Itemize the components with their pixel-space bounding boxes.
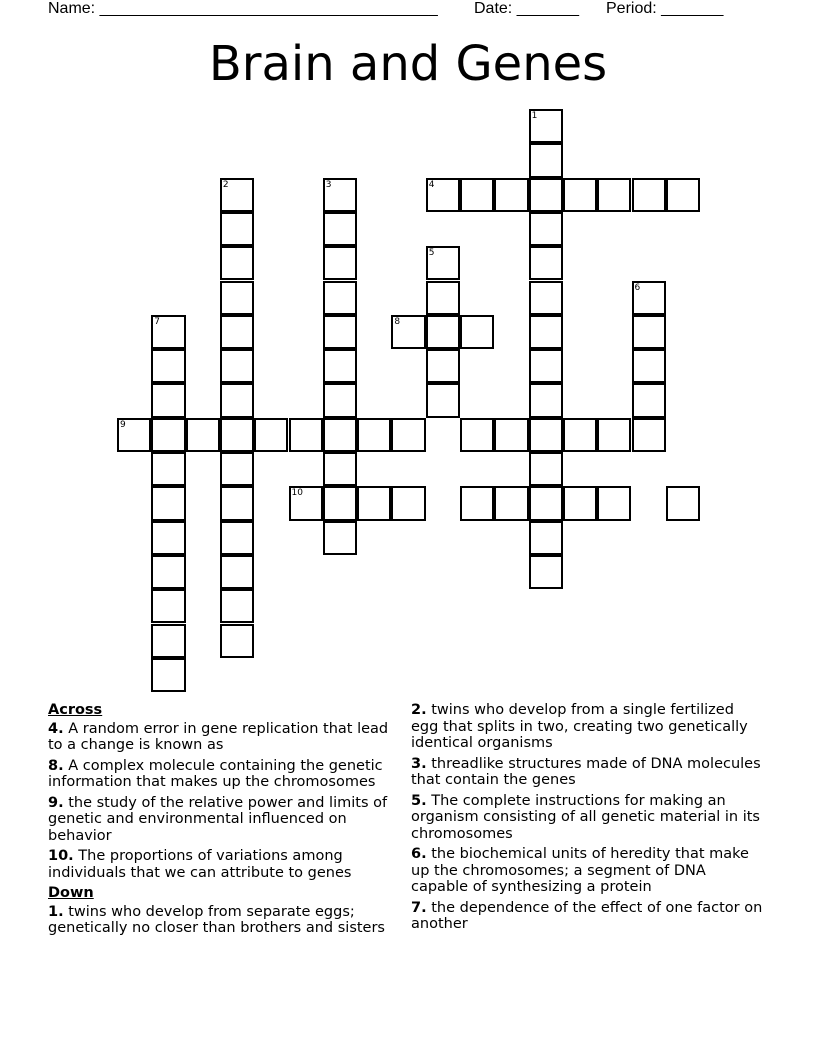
cell-number: 4 bbox=[428, 179, 435, 190]
crossword-cell[interactable] bbox=[220, 589, 254, 623]
crossword-cell[interactable] bbox=[151, 383, 185, 417]
crossword-cell[interactable] bbox=[151, 315, 185, 349]
clue-number: 5. bbox=[411, 792, 427, 809]
crossword-cell[interactable] bbox=[151, 418, 185, 452]
crossword-cell[interactable] bbox=[323, 178, 357, 212]
crossword-cell[interactable] bbox=[151, 624, 185, 658]
crossword-cell[interactable] bbox=[323, 521, 357, 555]
clue-text: twins who develop from separate eggs; genetically no closer than brothers and sisters bbox=[48, 903, 385, 936]
clue-text: the study of the relative power and limits of genetic and environmental influenced on behavior bbox=[48, 794, 388, 844]
crossword-cell[interactable] bbox=[632, 178, 666, 212]
crossword-cell[interactable] bbox=[289, 418, 323, 452]
crossword-cell[interactable] bbox=[151, 521, 185, 555]
crossword-cell[interactable] bbox=[529, 246, 563, 280]
crossword-cell[interactable] bbox=[529, 212, 563, 246]
clue-text: A complex molecule containing the genetic information that makes up the chromosomes bbox=[48, 757, 383, 790]
crossword-cell[interactable] bbox=[323, 315, 357, 349]
clue-across-9 bbox=[48, 795, 400, 845]
clue-text: the dependence of the effect of one factor on another bbox=[411, 899, 763, 932]
crossword-cell[interactable] bbox=[632, 315, 666, 349]
clue-number: 6. bbox=[411, 846, 427, 862]
crossword-cell[interactable] bbox=[220, 521, 254, 555]
crossword-cell[interactable] bbox=[254, 418, 288, 452]
crossword-cell[interactable] bbox=[357, 418, 391, 452]
crossword-cell[interactable] bbox=[220, 315, 254, 349]
crossword-cell[interactable] bbox=[529, 109, 563, 143]
crossword-cell[interactable] bbox=[666, 486, 700, 520]
clue-number: 3. bbox=[411, 755, 427, 772]
crossword-cell[interactable] bbox=[220, 349, 254, 383]
crossword-cell[interactable] bbox=[220, 486, 254, 520]
name-field-label: Name: ______________________________________ bbox=[48, 0, 438, 17]
cell-number: 1 bbox=[531, 111, 538, 121]
crossword-cell[interactable] bbox=[529, 452, 563, 486]
crossword-cell[interactable] bbox=[632, 281, 666, 315]
crossword-cell[interactable] bbox=[151, 658, 185, 692]
crossword-cell[interactable] bbox=[323, 281, 357, 315]
crossword-cell[interactable] bbox=[426, 349, 460, 383]
crossword-cell[interactable] bbox=[529, 486, 563, 520]
crossword-cell[interactable] bbox=[460, 486, 494, 520]
crossword-cell[interactable] bbox=[529, 418, 563, 452]
clue-text: The complete instructions for making an organism consisting of all genetic material in its chromosomes bbox=[411, 792, 760, 842]
crossword-cell[interactable] bbox=[529, 349, 563, 383]
clue-number: 2. bbox=[411, 702, 427, 718]
crossword-cell[interactable] bbox=[426, 178, 460, 212]
across-clues bbox=[48, 702, 400, 941]
crossword-cell[interactable] bbox=[529, 521, 563, 555]
crossword-cell[interactable] bbox=[323, 418, 357, 452]
crossword-cell[interactable] bbox=[151, 452, 185, 486]
cell-number: 5 bbox=[428, 248, 435, 259]
cell-number: 10 bbox=[291, 488, 303, 499]
crossword-cell[interactable] bbox=[494, 486, 528, 520]
clue-number: 10. bbox=[48, 848, 74, 864]
crossword-cell[interactable] bbox=[151, 486, 185, 520]
crossword-cell[interactable] bbox=[460, 178, 494, 212]
clue-text: The proportions of variations among individuals that we can attribute to genes bbox=[48, 848, 352, 881]
crossword-cell[interactable] bbox=[117, 418, 151, 452]
crossword-cell[interactable] bbox=[563, 418, 597, 452]
clue-down-6 bbox=[411, 846, 763, 896]
clue-across-10 bbox=[48, 848, 400, 881]
crossword-cell[interactable] bbox=[597, 178, 631, 212]
crossword-cell[interactable] bbox=[460, 418, 494, 452]
crossword-cell[interactable] bbox=[460, 315, 494, 349]
crossword-cell[interactable] bbox=[323, 383, 357, 417]
crossword-cell[interactable] bbox=[426, 315, 460, 349]
cell-number: 6 bbox=[634, 282, 641, 293]
clue-number: 9. bbox=[48, 794, 64, 811]
crossword-cell[interactable] bbox=[529, 383, 563, 417]
clue-number: 1. bbox=[48, 903, 64, 920]
crossword-cell[interactable] bbox=[529, 555, 563, 589]
page-title: Brain and Genes bbox=[208, 36, 608, 92]
clue-across-4 bbox=[48, 721, 400, 754]
clue-number: 7. bbox=[411, 899, 427, 916]
crossword-cell[interactable] bbox=[391, 418, 425, 452]
crossword-cell[interactable] bbox=[151, 589, 185, 623]
crossword-cell[interactable] bbox=[426, 281, 460, 315]
clue-number: 4. bbox=[48, 720, 64, 737]
crossword-cell[interactable] bbox=[666, 178, 700, 212]
cell-number: 3 bbox=[325, 179, 332, 190]
crossword-cell[interactable] bbox=[426, 246, 460, 280]
down-clues bbox=[411, 702, 763, 937]
clue-text: the biochemical units of heredity that make up the chromosomes; a segment of DNA capable of synthesizing a protein bbox=[411, 846, 749, 895]
crossword-cell[interactable] bbox=[426, 383, 460, 417]
crossword-cell[interactable] bbox=[323, 246, 357, 280]
crossword-cell[interactable] bbox=[494, 178, 528, 212]
crossword-cell[interactable] bbox=[529, 178, 563, 212]
crossword-cell[interactable] bbox=[220, 212, 254, 246]
crossword-cell[interactable] bbox=[632, 418, 666, 452]
clue-text: threadlike structures made of DNA molecules that contain the genes bbox=[411, 755, 761, 788]
crossword-cell[interactable] bbox=[220, 418, 254, 452]
date-field-label: Date: _______ bbox=[474, 0, 579, 17]
clue-text: twins who develop from a single fertilized egg that splits in two, creating two genetically identical organisms bbox=[411, 702, 748, 751]
crossword-cell[interactable] bbox=[186, 418, 220, 452]
across-heading: Across bbox=[48, 702, 103, 718]
crossword-cell[interactable] bbox=[220, 281, 254, 315]
clue-number: 8. bbox=[48, 757, 64, 774]
crossword-cell[interactable] bbox=[151, 555, 185, 589]
crossword-cell[interactable] bbox=[220, 452, 254, 486]
crossword-cell[interactable] bbox=[220, 178, 254, 212]
clue-text: A random error in gene replication that lead to a change is known as bbox=[48, 720, 389, 753]
cell-number: 9 bbox=[120, 419, 126, 430]
crossword-cell[interactable] bbox=[529, 143, 563, 177]
crossword-cell[interactable] bbox=[357, 486, 391, 520]
clue-down-7 bbox=[411, 900, 763, 933]
crossword-cell[interactable] bbox=[563, 178, 597, 212]
crossword-cell[interactable] bbox=[323, 486, 357, 520]
down-heading: Down bbox=[48, 885, 94, 901]
crossword-cell[interactable] bbox=[323, 349, 357, 383]
crossword-cell[interactable] bbox=[494, 418, 528, 452]
crossword-cell[interactable] bbox=[391, 315, 425, 349]
period-field-label: Period: _______ bbox=[606, 0, 724, 17]
clue-across-8 bbox=[48, 758, 400, 791]
cell-number: 7 bbox=[154, 316, 161, 327]
crossword-cell[interactable] bbox=[632, 349, 666, 383]
crossword-cell[interactable] bbox=[220, 383, 254, 417]
crossword-cell[interactable] bbox=[529, 315, 563, 349]
clue-down-5 bbox=[411, 793, 763, 843]
cell-number: 2 bbox=[222, 179, 229, 190]
crossword-cell[interactable] bbox=[220, 624, 254, 658]
crossword-cell[interactable] bbox=[597, 418, 631, 452]
crossword-cell[interactable] bbox=[151, 349, 185, 383]
crossword-cell[interactable] bbox=[323, 452, 357, 486]
crossword-cell[interactable] bbox=[597, 486, 631, 520]
clue-down-2 bbox=[411, 702, 763, 752]
cell-number: 8 bbox=[394, 316, 401, 327]
crossword-cell[interactable] bbox=[220, 555, 254, 589]
crossword-cell[interactable] bbox=[289, 486, 323, 520]
crossword-cell[interactable] bbox=[632, 383, 666, 417]
crossword-cell[interactable] bbox=[220, 246, 254, 280]
crossword-cell[interactable] bbox=[529, 281, 563, 315]
clue-down-1 bbox=[48, 904, 400, 937]
crossword-cell[interactable] bbox=[391, 486, 425, 520]
crossword-cell[interactable] bbox=[323, 212, 357, 246]
crossword-cell[interactable] bbox=[563, 486, 597, 520]
clue-down-3 bbox=[411, 756, 763, 789]
